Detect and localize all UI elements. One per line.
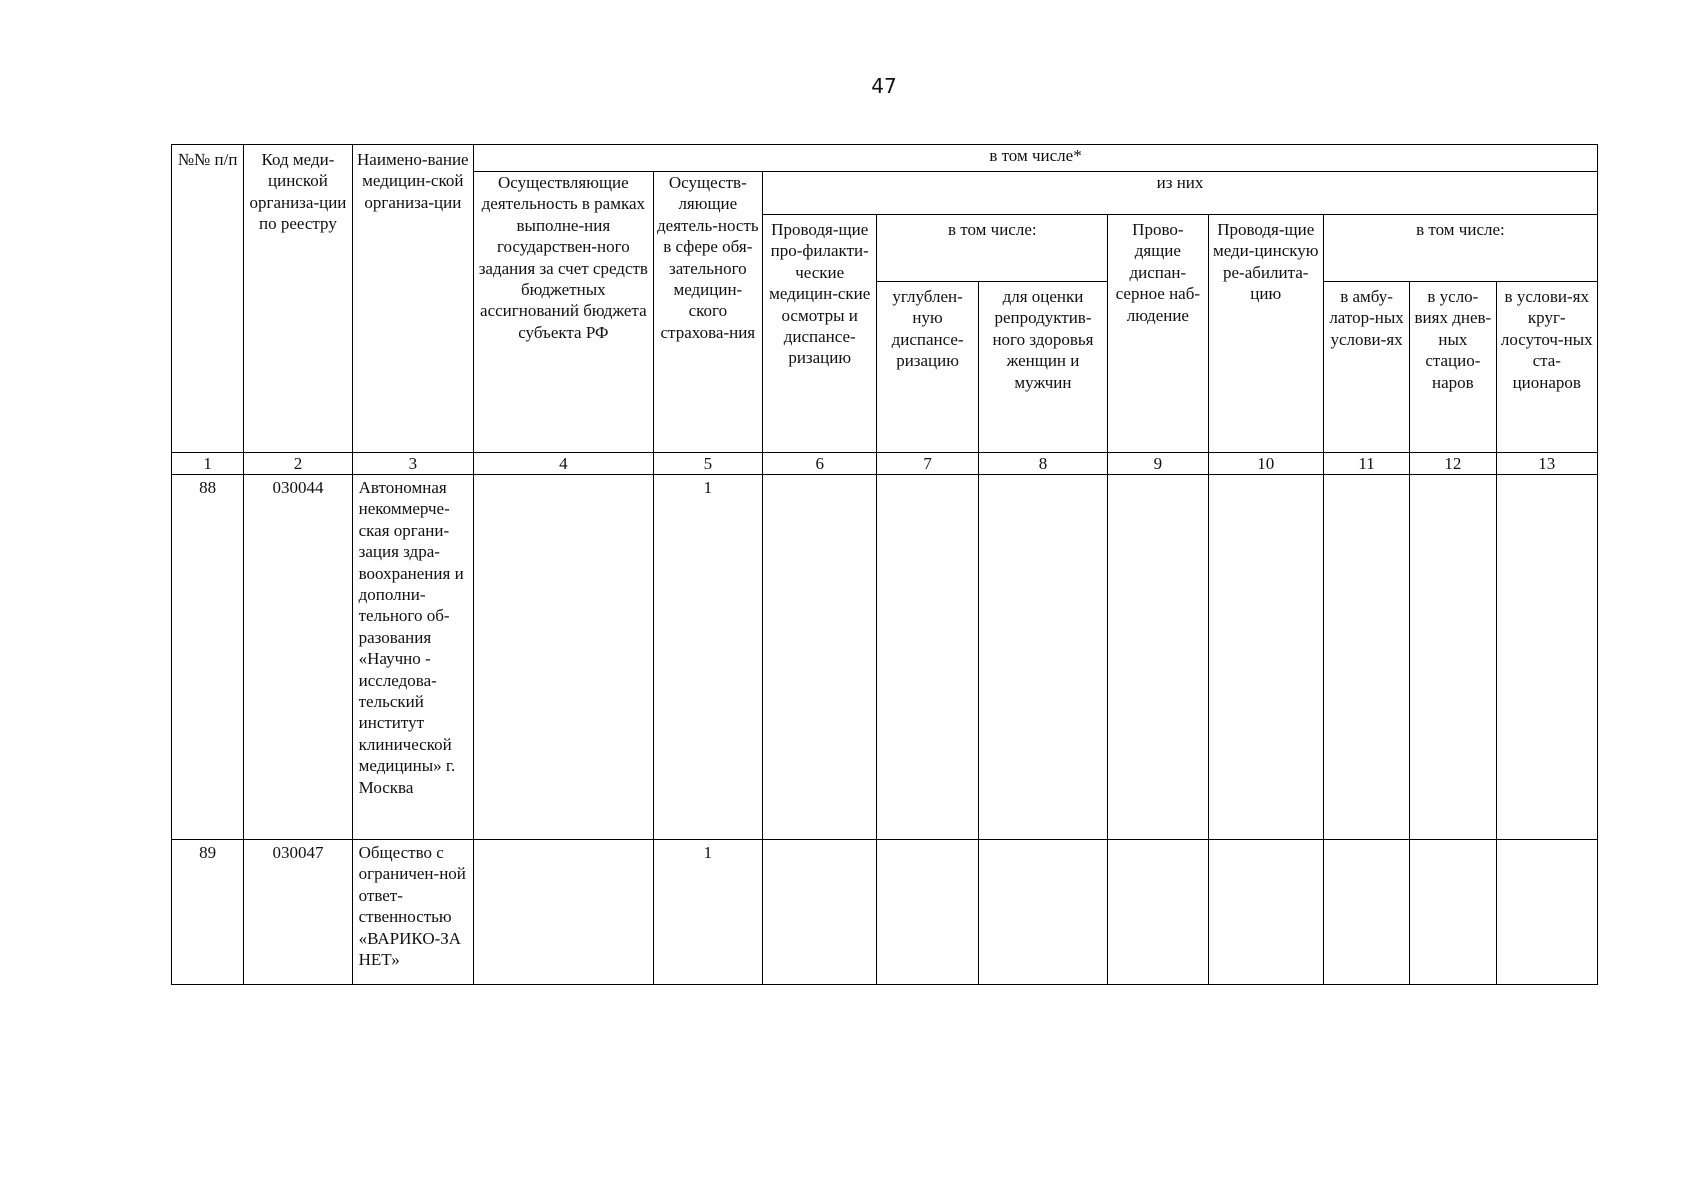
oms-cell: 1	[653, 475, 762, 840]
column-number: 7	[877, 453, 978, 475]
empty-cell	[1410, 840, 1496, 985]
column-number: 10	[1208, 453, 1323, 475]
column-number: 11	[1323, 453, 1409, 475]
column-number: 2	[244, 453, 352, 475]
empty-cell	[1108, 475, 1208, 840]
column-number: 4	[474, 453, 654, 475]
header-rehabilitation: Проводя-щие меди-цинскую ре-абилита-цию	[1208, 215, 1323, 453]
table-row	[172, 475, 1598, 840]
row-number: 89	[172, 840, 244, 985]
state-assignment-cell	[474, 475, 654, 840]
column-number: 1	[172, 453, 244, 475]
empty-cell	[763, 475, 877, 840]
header-reproductive-health: для оценки репродуктив-ного здоровья женщин и мужчин	[978, 282, 1107, 453]
header-row-number: №№ п/п	[172, 145, 244, 453]
empty-cell	[877, 475, 978, 840]
header-org-code: Код меди-цинской организа-ции по реестру	[244, 145, 352, 453]
empty-cell	[763, 840, 877, 985]
column-numbers-row	[172, 453, 1598, 475]
empty-cell	[1108, 840, 1208, 985]
empty-cell	[1323, 840, 1409, 985]
column-number: 8	[978, 453, 1107, 475]
oms-cell: 1	[653, 840, 762, 985]
empty-cell	[877, 840, 978, 985]
empty-cell	[978, 840, 1107, 985]
header-day-hospital: в усло-виях днев-ных стацио-наров	[1410, 282, 1496, 453]
header-org-name: Наимено-вание медицин-ской организа-ции	[352, 145, 473, 453]
empty-cell	[1410, 475, 1496, 840]
header-group-of-them: из них	[763, 172, 1598, 215]
page-number: 47	[871, 74, 897, 98]
empty-cell	[1208, 840, 1323, 985]
header-oms: Осуществ-ляющие деятель-ность в сфере обя-зательного медицин-ского страхова-ния	[653, 172, 762, 453]
column-number: 12	[1410, 453, 1496, 475]
header-round-clock-hospital: в услови-ях круг-лосуточ-ных ста-ционаров	[1496, 282, 1597, 453]
row-number: 88	[172, 475, 244, 840]
org-code: 030047	[244, 840, 352, 985]
header-state-assignment: Осуществляющие деятельность в рамках выполне-ния государствен-ного задания за счет средств бюджетных ассигнований бюджета субъекта РФ	[474, 172, 654, 453]
empty-cell	[1496, 840, 1597, 985]
state-assignment-cell	[474, 840, 654, 985]
empty-cell	[1208, 475, 1323, 840]
table-row	[172, 840, 1598, 985]
column-number: 3	[352, 453, 473, 475]
empty-cell	[1323, 475, 1409, 840]
header-outpatient: в амбу-латор-ных услови-ях	[1323, 282, 1409, 453]
column-number: 13	[1496, 453, 1597, 475]
header-dispensary-observation: Прово-дящие диспан-серное наб-людение	[1108, 215, 1208, 453]
registry-table	[171, 144, 1598, 985]
column-number: 5	[653, 453, 762, 475]
header-preventive-exams: Проводя-щие про-филакти-ческие медицин-ские осмотры и диспансе-ризацию	[763, 215, 877, 453]
header-group-including-2: в том числе:	[1323, 215, 1597, 282]
header-group-including-1: в том числе:	[877, 215, 1108, 282]
column-number: 9	[1108, 453, 1208, 475]
org-name: Автономная некоммерче-ская органи-зация здра-воохранения и дополни-тельного об-разования «Научно - исследова-тельский институт клинической медицины» г. Москва	[352, 475, 473, 840]
header-group-including: в том числе*	[474, 145, 1598, 172]
empty-cell	[1496, 475, 1597, 840]
org-name: Общество с ограничен-ной ответ-ственностью «ВАРИКО-ЗА НЕТ»	[352, 840, 473, 985]
empty-cell	[978, 475, 1107, 840]
header-in-depth-checkup: углублен-ную диспансе-ризацию	[877, 282, 978, 453]
column-number: 6	[763, 453, 877, 475]
org-code: 030044	[244, 475, 352, 840]
